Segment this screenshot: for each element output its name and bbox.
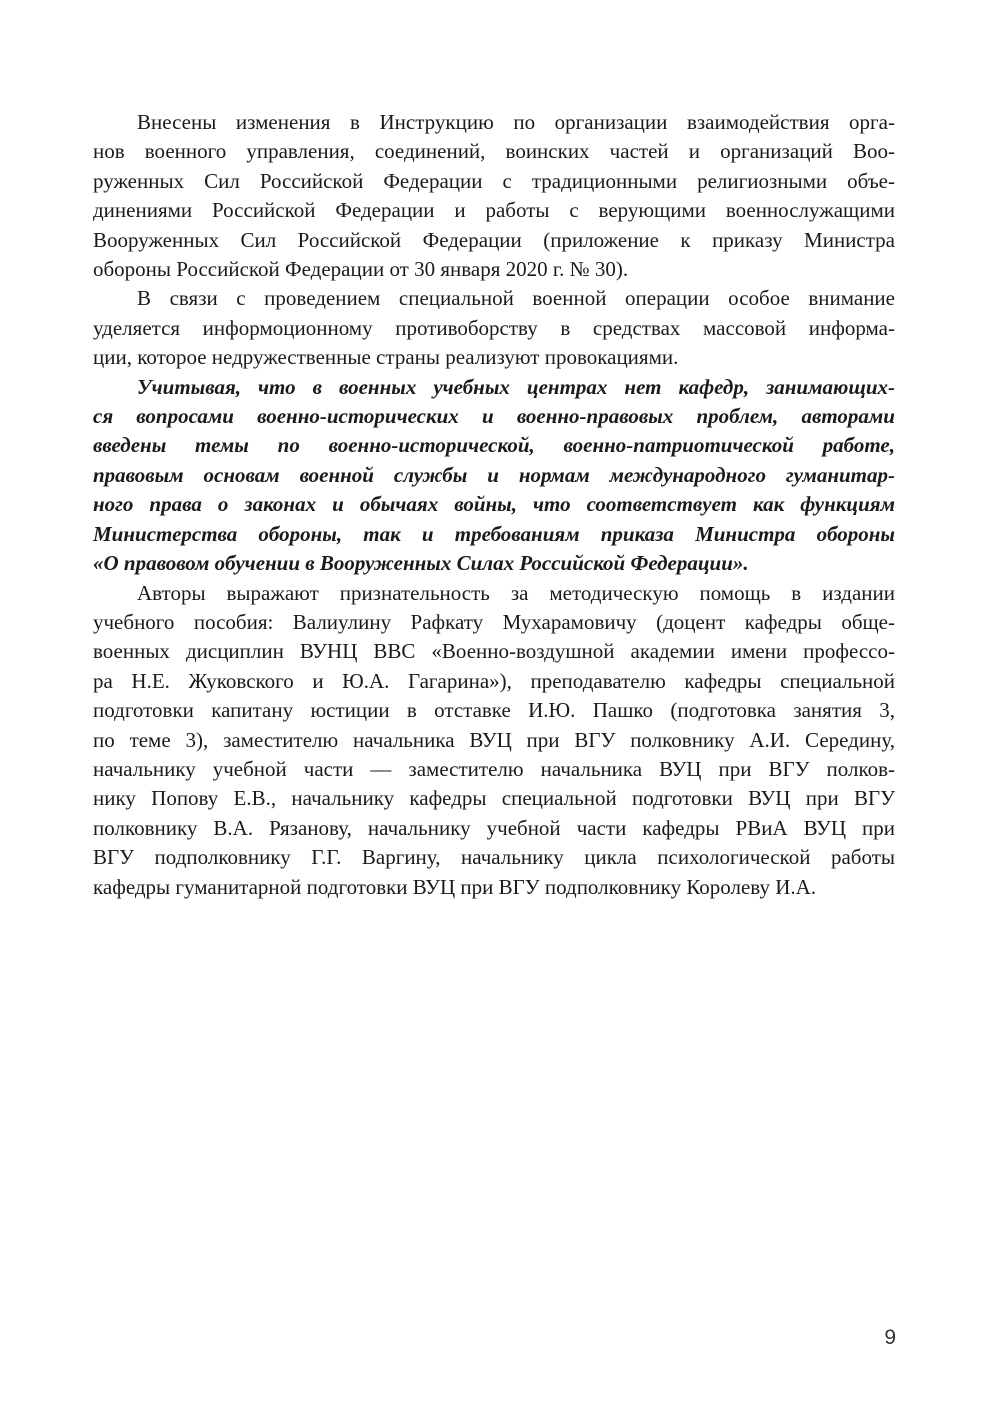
text-line: ции, которое недружественные страны реализуют провокациями. (93, 345, 679, 370)
text-line: Внесены изменения в Инструкцию по организации взаимодействия орга- (137, 110, 895, 134)
text-line: Министерства обороны, так и требованиям приказа Министра обороны (93, 521, 895, 546)
text-line: Учитывая, что в военных учебных центрах нет кафедр, занимающих- (137, 374, 895, 399)
text-line: руженных Сил Российской Федерации с традиционными религиозными объе- (93, 168, 895, 193)
text-line: ВГУ подполковнику Г.Г. Варгину, начальнику цикла психологической работы (93, 845, 895, 870)
paragraph-instruction-changes (93, 108, 895, 284)
text-line: нов военного управления, соединений, воинских частей и организаций Воо- (93, 139, 895, 164)
paragraph-emphasis-topics (93, 373, 895, 579)
text-line: введены темы по военно-исторической, военно-патриотической работе, (93, 433, 895, 458)
text-line: учебного пособия: Валиулину Рафкату Мухарамовичу (доцент кафедры обще- (93, 609, 895, 634)
text-line: уделяется информоционному противоборству в средствах массовой информа- (93, 315, 895, 340)
text-line: начальнику учебной части — заместителю начальника ВУЦ при ВГУ полков- (93, 756, 895, 781)
text-line: обороны Российской Федерации от 30 января 2020 г. № 30). (93, 257, 629, 282)
text-line: кафедры гуманитарной подготовки ВУЦ при ВГУ подполковнику Королеву И.А. (93, 874, 817, 899)
text-line: В связи с проведением специальной военной операции особое внимание (137, 286, 895, 311)
paragraph-acknowledgements (93, 579, 895, 902)
text-line: динениями Российской Федерации и работы с верующими военнослужащими (93, 198, 895, 223)
paragraph-information-warfare (93, 284, 895, 372)
text-line: ся вопросами военно-исторических и военно-правовых проблем, авторами (93, 404, 895, 429)
text-line: Авторы выражают признательность за методическую помощь в издании (137, 580, 895, 605)
text-line: полковнику В.А. Рязанову, начальнику учебной части кафедры РВиА ВУЦ при (93, 815, 895, 840)
text-line: нику Попову Е.В., начальнику кафедры специальной подготовки ВУЦ при ВГУ (93, 786, 895, 811)
text-line: правовым основам военной службы и нормам международного гуманитар- (93, 462, 895, 487)
text-line: ного права о законах и обычаях войны, что соответствует как функциям (93, 492, 895, 517)
body-text (93, 108, 895, 902)
text-line: военных дисциплин ВУНЦ ВВС «Военно-воздушной академии имени профессо- (93, 639, 895, 664)
text-line: «О правовом обучении в Вооруженных Силах Российской Федерации». (93, 551, 749, 576)
text-line: по теме 3), заместителю начальника ВУЦ при ВГУ полковнику А.И. Середину, (93, 727, 895, 752)
text-line: Вооруженных Сил Российской Федерации (приложение к приказу Министра (93, 227, 895, 252)
text-line: ра Н.Е. Жуковского и Ю.А. Гагарина»), преподавателю кафедры специальной (93, 668, 895, 693)
page-number: 9 (884, 1326, 896, 1349)
text-line: подготовки капитану юстиции в отставке И.Ю. Пашко (подготовка занятия 3, (93, 698, 895, 723)
